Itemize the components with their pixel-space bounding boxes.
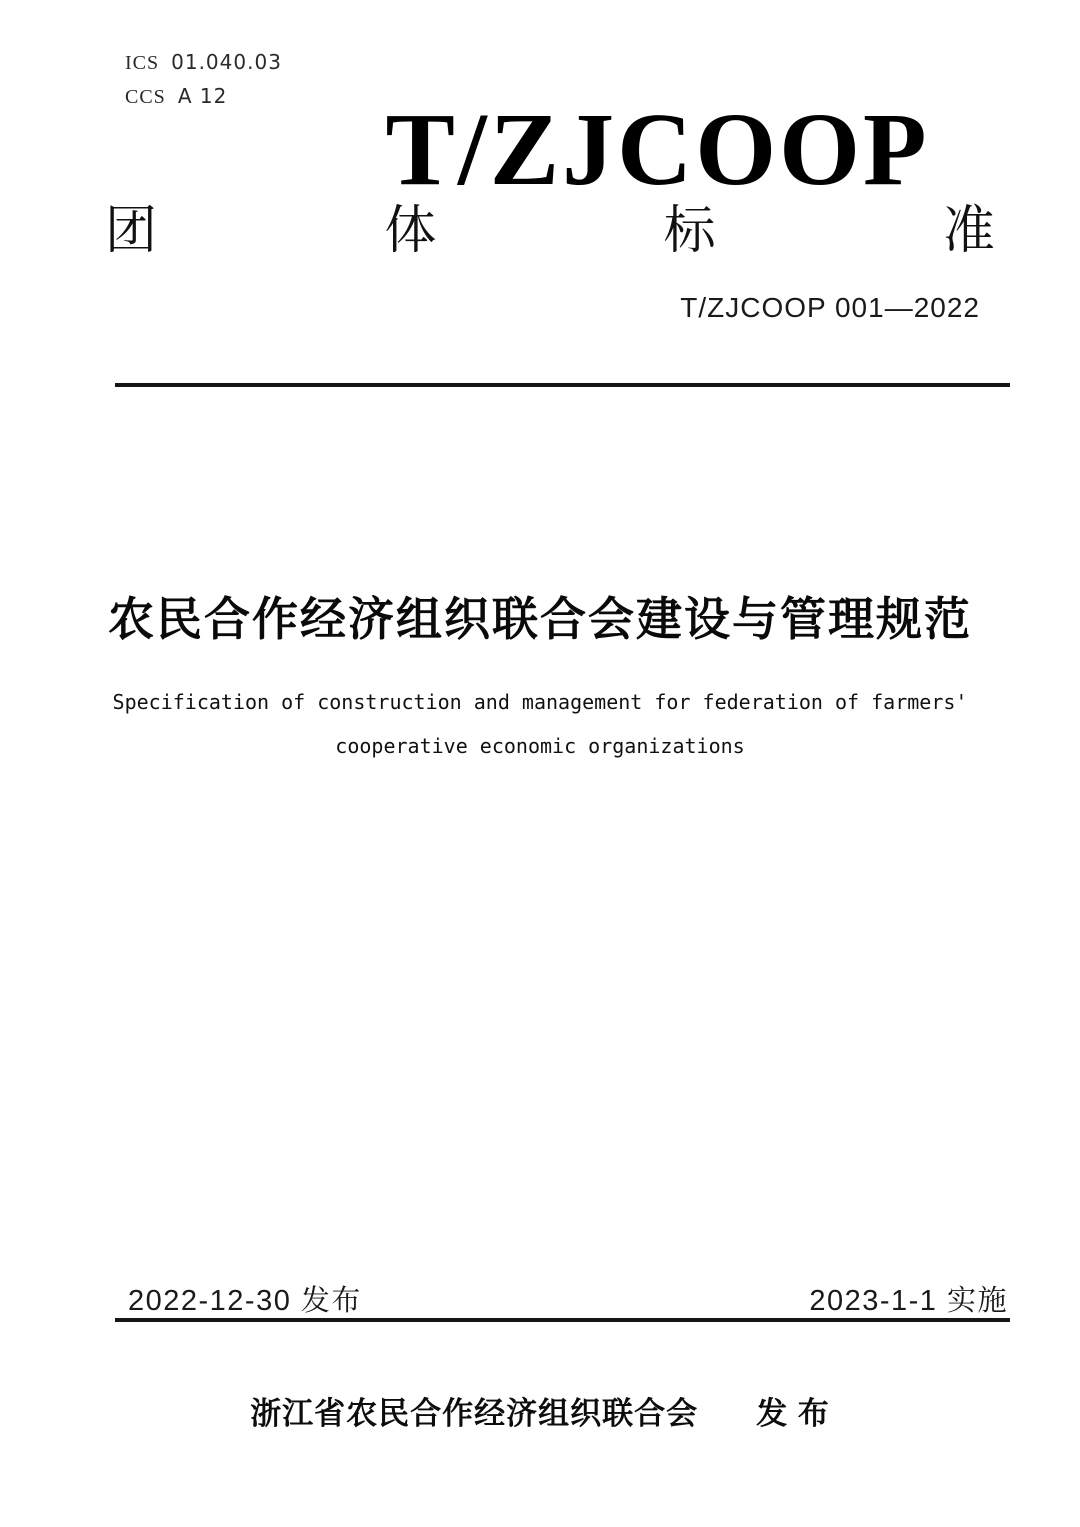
publisher-name: 浙江省农民合作经济组织联合会 — [250, 1396, 699, 1431]
standard-type-char: 准 — [942, 202, 995, 260]
english-title-line-1: Specification of construction and management for federation of farmers' — [112, 690, 968, 714]
ics-label: ICS — [125, 52, 160, 74]
ccs-value: A 12 — [177, 84, 228, 108]
document-title-english — [0, 680, 1080, 768]
standard-type-char: 标 — [663, 202, 716, 260]
english-title-line-2: cooperative economic organizations — [335, 734, 745, 758]
publisher-action: 发 布 — [756, 1396, 830, 1431]
implement-date: 2023-1-1 实施 — [809, 1285, 1008, 1317]
ccs-label: CCS — [125, 86, 166, 108]
publish-date: 2022-12-30 发布 — [128, 1285, 362, 1317]
ics-line — [125, 46, 282, 80]
header-divider — [115, 383, 1010, 387]
standard-number: T/ZJCOOP 001—2022 — [680, 292, 980, 323]
standard-type-label — [105, 203, 995, 260]
publisher-row — [0, 1388, 1080, 1433]
footer-divider — [115, 1318, 1010, 1322]
standard-logo: T/ZJCOOP — [385, 92, 930, 207]
standard-type-char: 体 — [384, 202, 437, 260]
document-title-chinese: 农民合作经济组织联合会建设与管理规范 — [108, 593, 972, 645]
standard-type-char: 团 — [105, 202, 158, 260]
ics-value: 01.040.03 — [171, 50, 282, 74]
date-row — [128, 1278, 1008, 1319]
